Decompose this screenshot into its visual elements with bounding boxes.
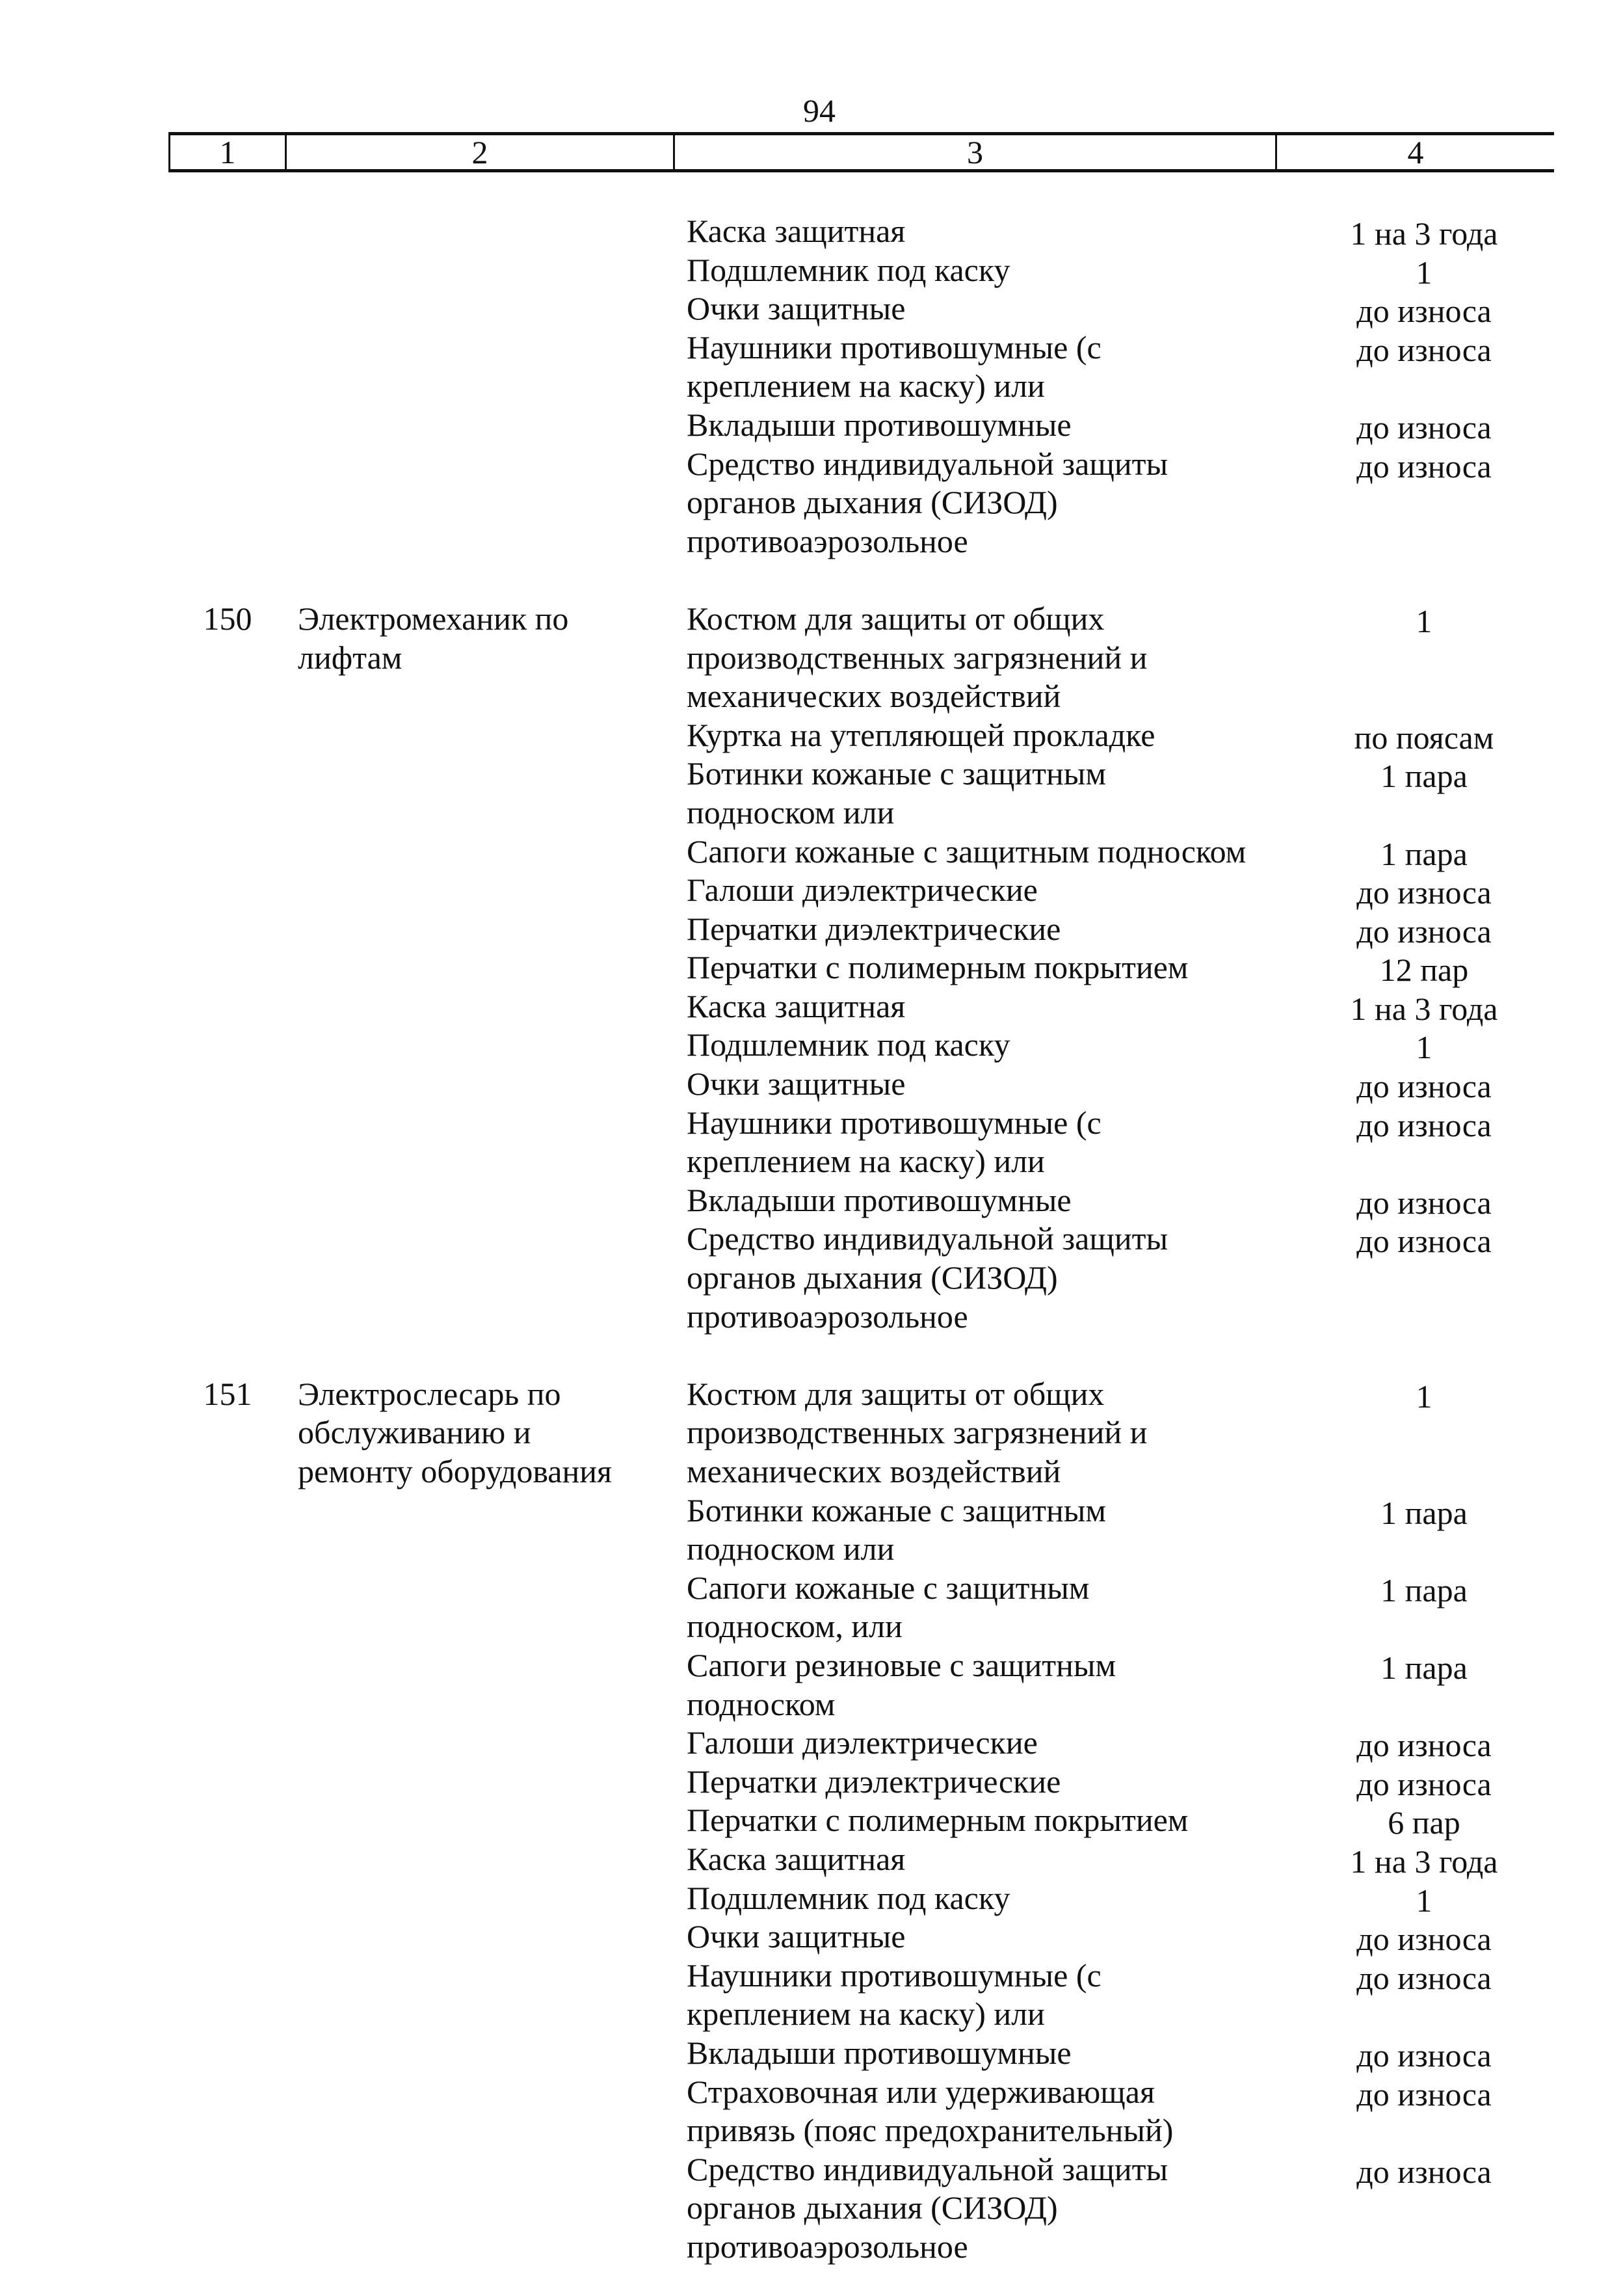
table-row <box>687 987 1623 1026</box>
ppe-item-name <box>687 987 1272 1026</box>
ppe-item-name <box>687 289 1272 328</box>
ppe-item-name <box>687 1879 1272 1918</box>
ppe-item-line: Сапоги кожаные с защитным <box>687 1569 1090 1606</box>
column-header-2: 2 <box>287 135 675 169</box>
ppe-item-norm: по поясам <box>1354 719 1494 756</box>
table-row <box>687 1375 1623 1491</box>
ppe-item-line: органов дыхания (СИЗОД) <box>687 1259 1058 1296</box>
ppe-item-name <box>687 445 1272 561</box>
ppe-item-line: Наушники противошумные (с <box>687 328 1102 366</box>
table-row <box>687 1724 1623 1763</box>
ppe-item-norm: до износа <box>1356 1765 1492 1802</box>
table-group <box>0 600 1623 1336</box>
table-row <box>687 1569 1623 1646</box>
table-row <box>687 1104 1623 1181</box>
ppe-item-line: Перчатки диэлектрические <box>687 910 1061 947</box>
ppe-item-line: органов дыхания (СИЗОД) <box>687 2189 1058 2226</box>
ppe-item-norm: 1 пара <box>1380 1571 1468 1609</box>
table-row <box>687 2034 1623 2073</box>
row-number: 151 <box>203 1375 252 1412</box>
ppe-item-name <box>687 1065 1272 1104</box>
ppe-item-line: производственных загрязнений и <box>687 1414 1148 1451</box>
ppe-item-line: Средство индивидуальной защиты <box>687 445 1168 482</box>
profession-name-line: обслуживанию и <box>298 1414 531 1451</box>
ppe-item-line: Вкладыши противошумные <box>687 1181 1072 1218</box>
ppe-item-norm: до износа <box>1356 874 1492 911</box>
ppe-item-line: Очки защитные <box>687 1065 906 1102</box>
ppe-item-name <box>687 1801 1272 1840</box>
table-row <box>687 754 1623 832</box>
ppe-item-name <box>687 212 1272 251</box>
ppe-item-line: Страховочная или удерживающая <box>687 2073 1155 2110</box>
ppe-item-name <box>687 910 1272 949</box>
table-header <box>168 132 1554 172</box>
ppe-item-line: производственных загрязнений и <box>687 639 1148 676</box>
ppe-item-line: Сапоги кожаные с защитным подноском <box>687 833 1247 870</box>
ppe-item-norm: 1 пара <box>1380 1649 1468 1686</box>
profession-name-line: Электрослесарь по <box>298 1375 561 1412</box>
table-row <box>687 1879 1623 1918</box>
ppe-item-line: подноском, или <box>687 1608 903 1645</box>
profession-name <box>298 600 662 677</box>
ppe-item-norm: 1 пара <box>1380 1494 1468 1531</box>
ppe-item-name <box>687 1375 1272 1491</box>
ppe-item-norm: 1 <box>1416 1378 1432 1415</box>
ppe-item-name <box>687 251 1272 290</box>
column-header-1: 1 <box>168 135 287 169</box>
ppe-item-norm: до износа <box>1356 2153 1492 2190</box>
table-row <box>687 1220 1623 1336</box>
profession-name-line: Электромеханик по <box>298 600 569 637</box>
ppe-item-line: подноском <box>687 1685 836 1722</box>
row-spacer <box>0 561 1623 600</box>
ppe-item-name <box>687 1491 1272 1569</box>
ppe-item-norm: до износа <box>1356 1727 1492 1764</box>
ppe-item-line: Костюм для защиты от общих <box>687 1375 1105 1412</box>
ppe-item-name <box>687 328 1272 406</box>
ppe-item-norm: до износа <box>1356 1184 1492 1221</box>
ppe-item-norm: до износа <box>1356 2036 1492 2074</box>
table-group <box>0 1375 1623 2267</box>
table-row <box>687 1956 1623 2034</box>
ppe-item-line: Костюм для защиты от общих <box>687 600 1105 637</box>
ppe-item-name <box>687 600 1272 716</box>
ppe-item-name <box>687 1181 1272 1220</box>
ppe-item-name <box>687 1646 1272 1724</box>
table-row <box>687 716 1623 755</box>
ppe-item-norm: до износа <box>1356 447 1492 485</box>
ppe-item-line: Каска защитная <box>687 1840 906 1877</box>
profession-name-line: лифтам <box>298 639 402 676</box>
table-row <box>687 871 1623 910</box>
ppe-item-name <box>687 1724 1272 1763</box>
table-row <box>687 1181 1623 1220</box>
ppe-item-norm: 12 пар <box>1379 952 1469 989</box>
ppe-item-line: Подшлемник под каску <box>687 1879 1010 1916</box>
ppe-item-name <box>687 1220 1272 1336</box>
ppe-item-norm: 6 пар <box>1388 1804 1460 1841</box>
table-row <box>687 600 1623 716</box>
ppe-item-name <box>687 833 1272 872</box>
ppe-item-line: Подшлемник под каску <box>687 1026 1010 1063</box>
table-row <box>687 1026 1623 1065</box>
row-number: 150 <box>203 600 252 637</box>
page-number: 94 <box>803 92 836 129</box>
ppe-item-name <box>687 948 1272 987</box>
ppe-item-line: органов дыхания (СИЗОД) <box>687 484 1058 521</box>
ppe-item-name <box>687 754 1272 832</box>
ppe-item-line: Каска защитная <box>687 213 906 249</box>
ppe-item-norm: 1 пара <box>1380 835 1468 872</box>
ppe-item-line: противоаэрозольное <box>687 1298 968 1335</box>
ppe-item-line: Каска защитная <box>687 987 906 1024</box>
ppe-item-norm: до износа <box>1356 1959 1492 1996</box>
ppe-item-line: противоаэрозольное <box>687 522 968 559</box>
ppe-item-line: Перчатки диэлектрические <box>687 1763 1061 1800</box>
ppe-item-line: Очки защитные <box>687 1918 906 1955</box>
ppe-item-norm: 1 на 3 года <box>1350 215 1498 252</box>
table-row <box>687 1763 1623 1802</box>
table-group <box>0 212 1623 561</box>
table-row <box>687 289 1623 328</box>
ppe-item-line: Наушники противошумные (с <box>687 1104 1102 1141</box>
table-row <box>687 1840 1623 1879</box>
ppe-item-norm: до износа <box>1356 1921 1492 1958</box>
table-row <box>687 1917 1623 1956</box>
ppe-item-norm: 1 <box>1416 1029 1432 1066</box>
table-row <box>687 1491 1623 1569</box>
table-row <box>687 1801 1623 1840</box>
ppe-item-name <box>687 1840 1272 1879</box>
ppe-item-name <box>687 1569 1272 1646</box>
table-row <box>687 948 1623 987</box>
ppe-item-norm: 1 пара <box>1380 758 1468 795</box>
ppe-item-name <box>687 871 1272 910</box>
ppe-item-norm: до износа <box>1356 331 1492 368</box>
ppe-item-line: Ботинки кожаные с защитным <box>687 755 1106 792</box>
ppe-item-norm: 1 <box>1416 1882 1432 1919</box>
ppe-item-line: Очки защитные <box>687 290 906 327</box>
ppe-item-name <box>687 406 1272 445</box>
ppe-item-line: Перчатки с полимерным покрытием <box>687 949 1189 986</box>
ppe-item-norm: до износа <box>1356 1106 1492 1143</box>
ppe-item-norm: до износа <box>1356 2076 1492 2113</box>
table-row <box>687 445 1623 561</box>
profession-name-line: ремонту оборудования <box>298 1453 613 1489</box>
ppe-item-norm: до износа <box>1356 1068 1492 1105</box>
table-row <box>687 910 1623 949</box>
ppe-item-norm: 1 на 3 года <box>1350 990 1498 1027</box>
table-row <box>687 406 1623 445</box>
ppe-item-line: Вкладыши противошумные <box>687 2034 1072 2071</box>
ppe-item-norm: до износа <box>1356 1223 1492 1260</box>
ppe-item-line: Ботинки кожаные с защитным <box>687 1491 1106 1528</box>
ppe-item-line: Средство индивидуальной защиты <box>687 2150 1168 2187</box>
ppe-item-norm: до износа <box>1356 293 1492 330</box>
ppe-item-line: Куртка на утепляющей прокладке <box>687 716 1155 753</box>
table-row <box>687 212 1623 251</box>
ppe-item-name <box>687 2150 1272 2267</box>
column-header-4: 4 <box>1407 134 1424 170</box>
ppe-item-line: подноском или <box>687 1530 895 1568</box>
ppe-item-name <box>687 2073 1272 2150</box>
ppe-item-line: Вкладыши противошумные <box>687 406 1072 443</box>
ppe-item-norm: 1 на 3 года <box>1350 1843 1498 1880</box>
ppe-item-name <box>687 1763 1272 1802</box>
ppe-item-norm: 1 <box>1416 602 1432 639</box>
ppe-item-line: противоаэрозольное <box>687 2228 968 2265</box>
ppe-item-line: креплением на каску) или <box>687 1143 1045 1180</box>
ppe-item-line: Наушники противошумные (с <box>687 1956 1102 1994</box>
ppe-item-line: Средство индивидуальной защиты <box>687 1220 1168 1257</box>
ppe-item-line: Галоши диэлектрические <box>687 872 1038 909</box>
ppe-item-name <box>687 716 1272 755</box>
ppe-item-line: подноском или <box>687 794 895 831</box>
table-body <box>0 212 1623 2266</box>
row-spacer <box>0 1336 1623 1375</box>
ppe-item-norm: до износа <box>1356 913 1492 950</box>
ppe-item-line: Галоши диэлектрические <box>687 1724 1038 1761</box>
table-row <box>687 328 1623 406</box>
ppe-item-name <box>687 1026 1272 1065</box>
ppe-item-line: механических воздействий <box>687 678 1061 715</box>
table-row <box>687 2150 1623 2267</box>
table-row <box>687 2073 1623 2150</box>
ppe-item-norm: 1 <box>1416 254 1432 291</box>
table-row <box>687 1065 1623 1104</box>
column-header-3: 3 <box>675 135 1277 169</box>
ppe-item-line: креплением на каску) или <box>687 367 1045 405</box>
ppe-item-line: креплением на каску) или <box>687 1996 1045 2033</box>
table-row <box>687 833 1623 872</box>
ppe-item-name <box>687 1104 1272 1181</box>
ppe-item-line: Перчатки с полимерным покрытием <box>687 1802 1189 1839</box>
ppe-item-norm: до износа <box>1356 408 1492 446</box>
ppe-item-line: Подшлемник под каску <box>687 251 1010 288</box>
ppe-item-name <box>687 2034 1272 2073</box>
ppe-item-line: Сапоги резиновые с защитным <box>687 1646 1116 1683</box>
ppe-item-name <box>687 1917 1272 1956</box>
table-row <box>687 251 1623 290</box>
ppe-item-line: привязь (пояс предохранительный) <box>687 2112 1174 2149</box>
ppe-item-name <box>687 1956 1272 2034</box>
table-row <box>687 1646 1623 1724</box>
ppe-item-line: механических воздействий <box>687 1453 1061 1489</box>
profession-name <box>298 1375 662 1491</box>
